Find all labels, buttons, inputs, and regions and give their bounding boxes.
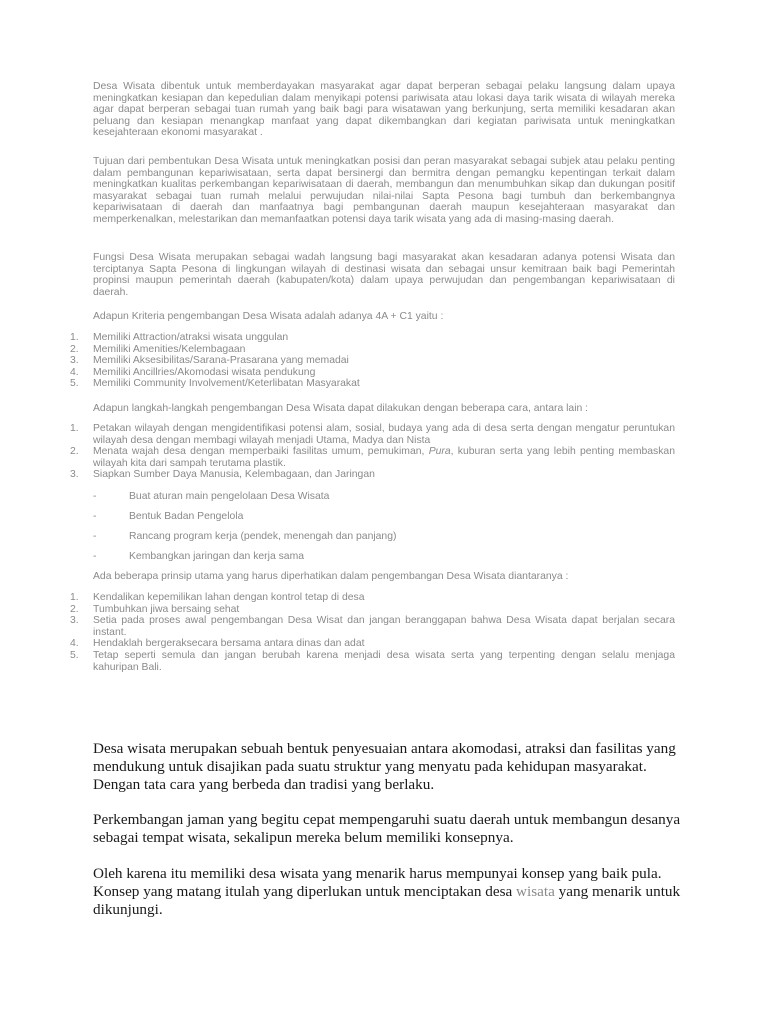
list-prinsip [0,592,675,673]
list-item: 3. Memiliki Aksesibilitas/Sarana-Prasarana yang memadai [70,355,349,367]
list-item: 2. Menata wajah desa dengan memperbaiki fasilitas umum, pemukiman, Pura, kuburan serta yang lebih penting membaskan wilayah kita dari sampah terutama plastik. [70,446,675,469]
paragraph-prinsip-intro: Ada beberapa prinsip utama yang harus diperhatikan dalam pengembangan Desa Wisata diantaranya : [93,571,569,582]
paragraph-kriteria-intro: Adapun Kriteria pengembangan Desa Wisata adalah adanya 4A + C1 yaitu : [93,311,444,322]
paragraph-fungsi: Fungsi Desa Wisata merupakan sebagai wadah langsung bagi masyarakat akan kesadaran adanya potensi Wisata dan terciptanya Sapta Pesona di lingkungan wilayah di destinasi wisata dan sebagai unsur kemitraan baik bagi Pemerintah propinsi maupun pemerintah daerah (kabupaten/kota) dalam upaya perwujudan dan pengembangan kepariwisataan di daerah. [93,252,675,298]
list-item: 4. Hendaklah bergeraksecara bersama antara dinas dan adat [70,638,365,650]
list-item: 3. Siapkan Sumber Daya Manusia, Kelembagaan, dan Jaringan [70,469,375,481]
paragraph-intro: Desa Wisata dibentuk untuk memberdayakan masyarakat agar dapat berperan sebagai pelaku langsung dalam upaya meningkatkan kesiapan dan kepedulian dalam menyikapi potensi pariwisata atau lokasi daya tarik wisata di wilayah mereka agar dapat berperan sebagai tuan rumah yang baik bagi para wisatawan yang berkunjung, serta memiliki kesadaran akan peluang dan kesiapan menangkap manfaat yang dapat dikembangkan dari kegiatan pariwisata untuk meningkatkan kesejahteraan ekonomi masyarakat . [93,81,675,139]
list-item: 1. Petakan wilayah dengan mengidentifikasi potensi alam, sosial, budaya yang ada di desa serta dengan mengatur peruntukan wilayah desa dengan membagi wilayah menjadi Utama, Madya dan Nista [70,423,675,446]
paragraph-tujuan: Tujuan dari pembentukan Desa Wisata untuk meningkatkan posisi dan peran masyarakat sebagai subjek atau pelaku penting dalam pembangunan kepariwisataan, serta dapat bersinergi dan bermitra dengan pemangku kepentingan terkait dalam meningkatkan kualitas perkembangan kepariwisataan di daerah, membangun dan menumbuhkan sikap dan dukungan positif masyarakat sebagai tuan rumah melalui perwujudan nilai-nilai Sapta Pesona bagi tumbuh dan berkembangnya kepariwisataan di daerah dan manfaatnya bagi pembangunan daerah maupun kesejahteraan masyarakat dan memperkenalkan, melestarikan dan memanfaatkan potensi daya tarik wisata yang ada di masing-masing daerah. [93,156,675,225]
list-item: 5. Memiliki Community Involvement/Keterlibatan Masyarakat [70,378,360,390]
list-item: 2. Memiliki Amenities/Kelembagaan [70,343,246,355]
paragraph-kesimpulan: Oleh karena itu memiliki desa wisata yang menarik harus mempunyai konsep yang baik pula. Konsep yang matang itulah yang diperlukan untuk menciptakan desa wisata yang menarik untuk dikunjungi. [93,865,681,918]
list-item: 3. Setia pada proses awal pengembangan Desa Wisat dan jangan beranggapan bahwa Desa Wisata dapat berjalan secara instant. [70,615,675,638]
wisata-link[interactable]: wisata [516,883,555,900]
list-item: 1. Memiliki Attraction/atraksi wisata unggulan [70,332,289,343]
list-item: 2. Tumbuhkan jiwa bersaing sehat [70,603,240,615]
list-langkah [0,423,675,481]
document-page: Desa Wisata dibentuk untuk memberdayakan masyarakat agar dapat berperan sebagai pelaku langsung dalam upaya meningkatkan kesiapan dan kepedulian dalam menyikapi potensi pariwisata atau lokasi daya tarik wisata di wilayah mereka agar dapat berperan sebagai tuan rumah yang baik bagi para wisatawan yang berkunjung, serta memiliki kesadaran akan peluang dan kesiapan menangkap manfaat yang dapat dikembangkan dari kegiatan pariwisata untuk meningkatkan kesejahteraan ekonomi masyarakat . Tujuan dari pembentukan Desa Wisata untuk meningkatkan posisi dan peran masyarakat sebagai subjek atau pelaku penting dalam pembangunan kepariwisataan, serta dapat bersinergi dan bermitra dengan pemangku kepentingan terkait dalam meningkatkan kualitas perkembangan kepariwisataan di daerah, membangun dan menumbuhkan sikap dan dukungan positif masyarakat sebagai tuan rumah melalui perwujudan nilai-nilai Sapta Pesona bagi tumbuh dan berkembangnya kepariwisataan di daerah dan manfaatnya bagi pembangunan daerah maupun kesejahteraan masyarakat dan memperkenalkan, melestarikan dan memanfaatkan potensi daya tarik wisata yang ada di masing-masing daerah. Fungsi Desa Wisata merupakan sebagai wadah langsung bagi masyarakat akan kesadaran adanya potensi Wisata dan terciptanya Sapta Pesona di lingkungan wilayah di destinasi wisata dan sebagai unsur kemitraan baik bagi Pemerintah propinsi maupun pemerintah daerah (kabupaten/kota) dalam upaya perwujudan dan pengembangan kepariwisataan di daerah. Adapun Kriteria pengembangan Desa Wisata adalah adanya 4A + C1 yaitu : 1. Memiliki Attraction/atraksi wisata unggulan 2. Memiliki Amenities/Kelembagaan 3. Memiliki Aksesibilitas/Sarana-Prasarana yang memadai 4. Memiliki Ancillries/Akomodasi wisata pendukung 5. Memiliki Community Involvement/Keterlibatan Masyarakat Adapun langkah-langkah pengembangan Desa Wisata dapat dilakukan dengan beberapa cara, antara lain : 1. Petakan wilayah dengan mengidentifikasi potensi alam, sosial, budaya yang ada di desa serta dengan mengatur peruntukan wilayah desa dengan membagi wilayah menjadi Utama, Madya dan Nista 2. Menata wajah desa dengan memperbaiki fasilitas umum, pemukiman, Pura, kuburan serta yang lebih penting membaskan wilayah kita dari sampah terutama plastik. 3. Siapkan Sumber Daya Manusia, Kelembagaan, dan Jaringan - Buat aturan main pengelolaan Desa Wisata - Bentuk Badan Pengelola - Rancang program kerja (pendek, menengah dan panjang) - Kembangkan jaringan dan kerja sama Ada beberapa prinsip utama yang harus diperhatikan dalam pengembangan Desa Wisata diantaranya : 1. Kendalikan kepemilikan lahan dengan kontrol tetap di desa 2. Tumbuhkan jiwa bersaing sehat 3. Setia pada proses awal pengembangan Desa Wisat dan jangan beranggapan bahwa Desa Wisata dapat berjalan secara instant. 4. Hendaklah bergeraksecara bersama antara dinas dan adat 5. Tetap seperti semula dan jangan berubah karena menjadi desa wisata serta yang terpenting dengan selalu menjaga kahuripan Bali. Desa wisata merupakan sebuah bentuk penyesuaian antara akomodasi, atraksi dan fasilitas yang mendukung untuk disajikan pada suatu struktur yang menyatu pada kehidupan masyarakat. Dengan tata cara yang berbeda dan tradisi yang berlaku. Perkembangan jaman yang begitu cepat mempengaruhi suatu daerah untuk membangun desanya sebagai tempat wisata, sekalipun mereka belum memiliki konsepnya. Oleh karena itu memiliki desa wisata yang menarik harus mempunyai konsep yang baik pula. Konsep yang matang itulah yang diperlukan untuk menciptakan desa wisata yang menarik untuk dikunjungi. [0,0,768,1024]
paragraph-perkembangan: Perkembangan jaman yang begitu cepat mempengaruhi suatu daerah untuk membangun desanya sebagai tempat wisata, sekalipun mereka belum memiliki konsepnya. [93,811,681,846]
paragraph-langkah-intro: Adapun langkah-langkah pengembangan Desa Wisata dapat dilakukan dengan beberapa cara, antara lain : [93,403,589,414]
list-kriteria [0,332,675,390]
paragraph-definisi: Desa wisata merupakan sebuah bentuk penyesuaian antara akomodasi, atraksi dan fasilitas yang mendukung untuk disajikan pada suatu struktur yang menyatu pada kehidupan masyarakat. Dengan tata cara yang berbeda dan tradisi yang berlaku. [93,740,676,793]
list-item: 4. Memiliki Ancillries/Akomodasi wisata pendukung [70,366,316,378]
list-item: 5. Tetap seperti semula dan jangan berubah karena menjadi desa wisata serta yang terpenting dengan selalu menjaga kahuripan Bali. [70,649,675,673]
list-item: 1. Kendalikan kepemilikan lahan dengan kontrol tetap di desa [70,592,365,603]
